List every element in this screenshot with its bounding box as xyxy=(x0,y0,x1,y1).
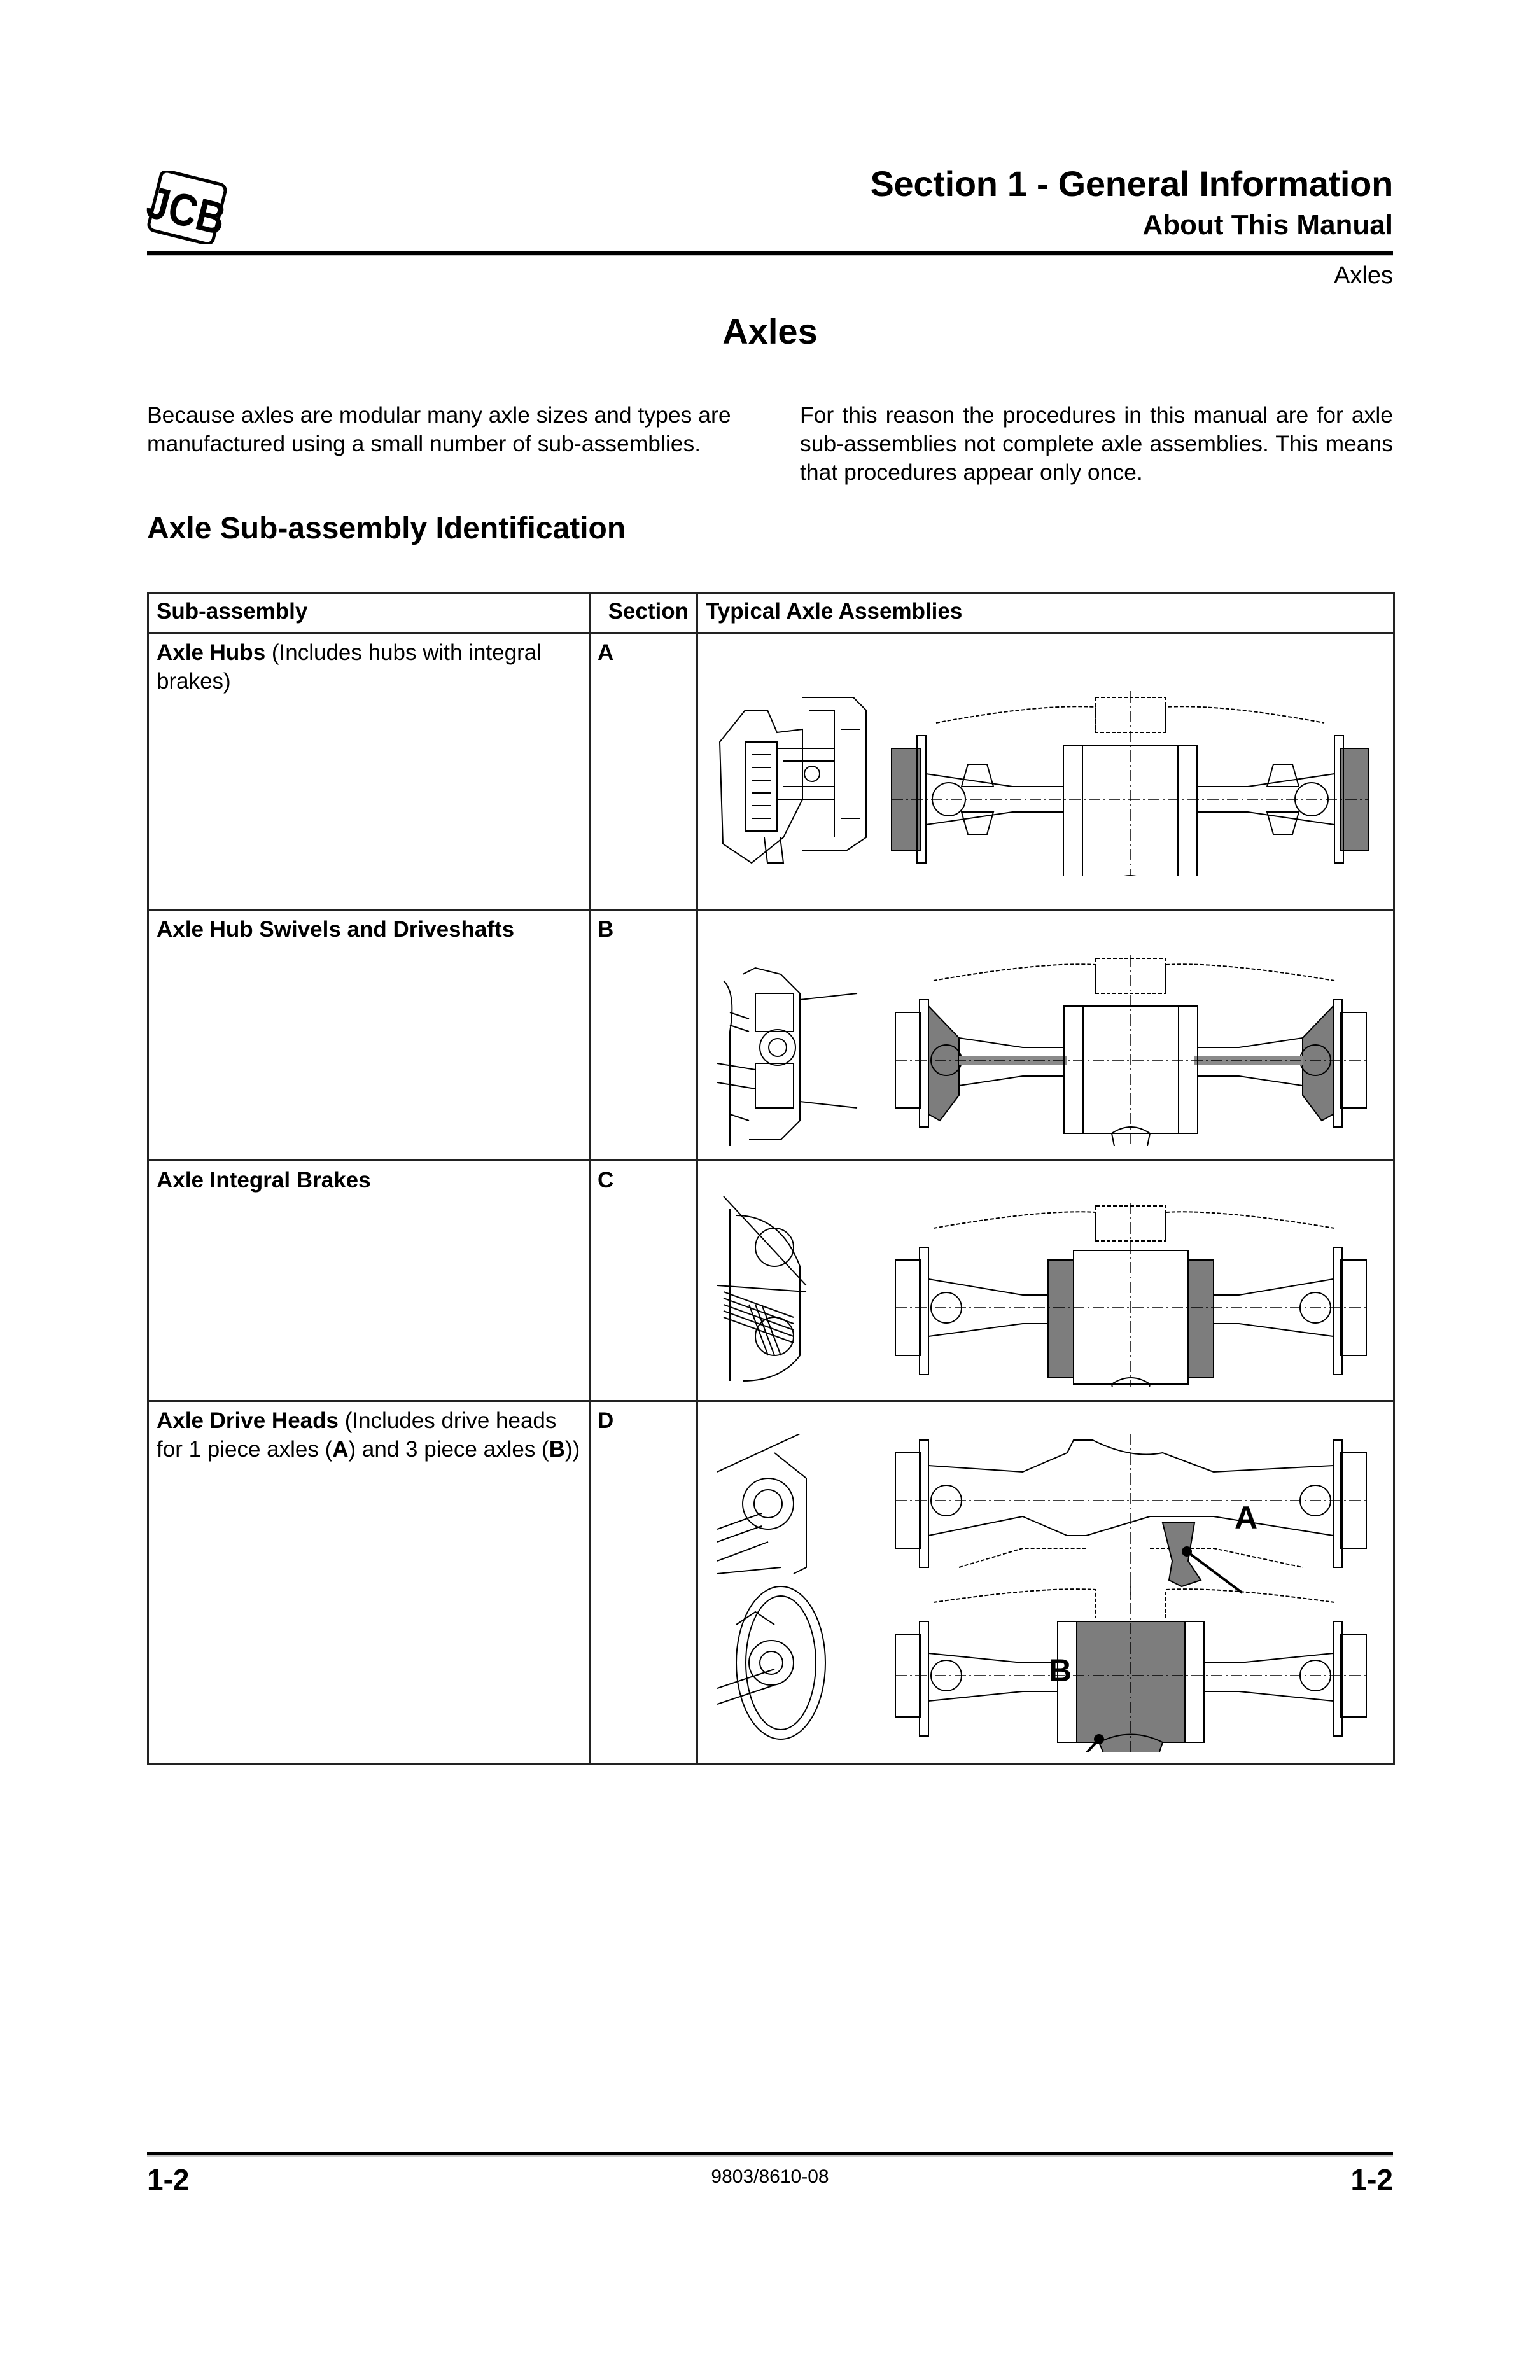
table-row xyxy=(148,633,1394,910)
illustration-cell xyxy=(697,910,1394,1161)
topic-label: Axles xyxy=(1334,262,1393,289)
footer-rule xyxy=(147,2152,1393,2155)
sub-assembly-cell xyxy=(148,1161,591,1401)
page-title: Axles xyxy=(722,311,818,351)
chapter-title: About This Manual xyxy=(1142,209,1393,241)
callout-label-a: A xyxy=(1235,1500,1258,1536)
sub-assembly-name: Axle Hub Swivels and Driveshafts xyxy=(157,917,515,942)
table-row xyxy=(148,910,1394,1161)
section-subheading: Axle Sub-assembly Identification xyxy=(147,512,626,545)
axle-swivel-illustration xyxy=(717,955,1385,1146)
header-typical-assemblies: Typical Axle Assemblies xyxy=(697,593,1394,633)
header-rule xyxy=(147,251,1393,255)
callout-ref-b: B xyxy=(549,1437,565,1462)
page-number-left: 1-2 xyxy=(147,2163,190,2196)
sub-assembly-cell xyxy=(148,910,591,1161)
illustration-cell xyxy=(697,1401,1394,1764)
sub-assembly-name: Axle Hubs xyxy=(157,640,266,665)
document-code: 9803/8610-08 xyxy=(711,2166,829,2187)
sub-assembly-table xyxy=(147,592,1395,1765)
axle-drive-head-illustration xyxy=(717,1434,1385,1752)
svg-text:JCB: JCB xyxy=(145,177,229,244)
section-cell: C xyxy=(591,1161,697,1401)
illustration-cell xyxy=(697,633,1394,910)
axle-brake-illustration xyxy=(717,1190,1385,1387)
sub-assembly-note: (Includes hubs with integral brakes) xyxy=(157,640,542,694)
header-section: Section xyxy=(591,593,697,633)
sub-assembly-cell: Axle Drive Heads (Includes drive heads for 1 piece axles (A) and 3 piece axles (B)) xyxy=(148,1401,591,1764)
illustration-cell xyxy=(697,1161,1394,1401)
sub-assembly-name: Axle Drive Heads xyxy=(157,1408,339,1433)
intro-paragraph-right: For this reason the procedures in this manual are for axle sub-assemblies not complete axle assemblies. This means that procedures appear only once. xyxy=(800,402,1393,485)
page-number-right: 1-2 xyxy=(1350,2163,1393,2196)
header-sub-assembly: Sub-assembly xyxy=(148,593,591,633)
section-cell: D xyxy=(591,1401,697,1764)
section-cell: B xyxy=(591,910,697,1161)
jcb-logo xyxy=(145,171,229,244)
sub-assembly-cell xyxy=(148,633,591,910)
section-cell: A xyxy=(591,633,697,910)
table-header-row xyxy=(148,593,1394,633)
sub-assembly-name: Axle Integral Brakes xyxy=(157,1168,371,1193)
callout-label-b: B xyxy=(1049,1653,1072,1688)
axle-hub-illustration xyxy=(707,672,1388,876)
callout-ref-a: A xyxy=(332,1437,349,1462)
table-row xyxy=(148,1401,1394,1764)
table-row xyxy=(148,1161,1394,1401)
section-title: Section 1 - General Information xyxy=(870,164,1393,204)
intro-paragraph-left: Because axles are modular many axle sizes and types are manufactured using a small number of sub-assemblies. xyxy=(147,402,731,456)
